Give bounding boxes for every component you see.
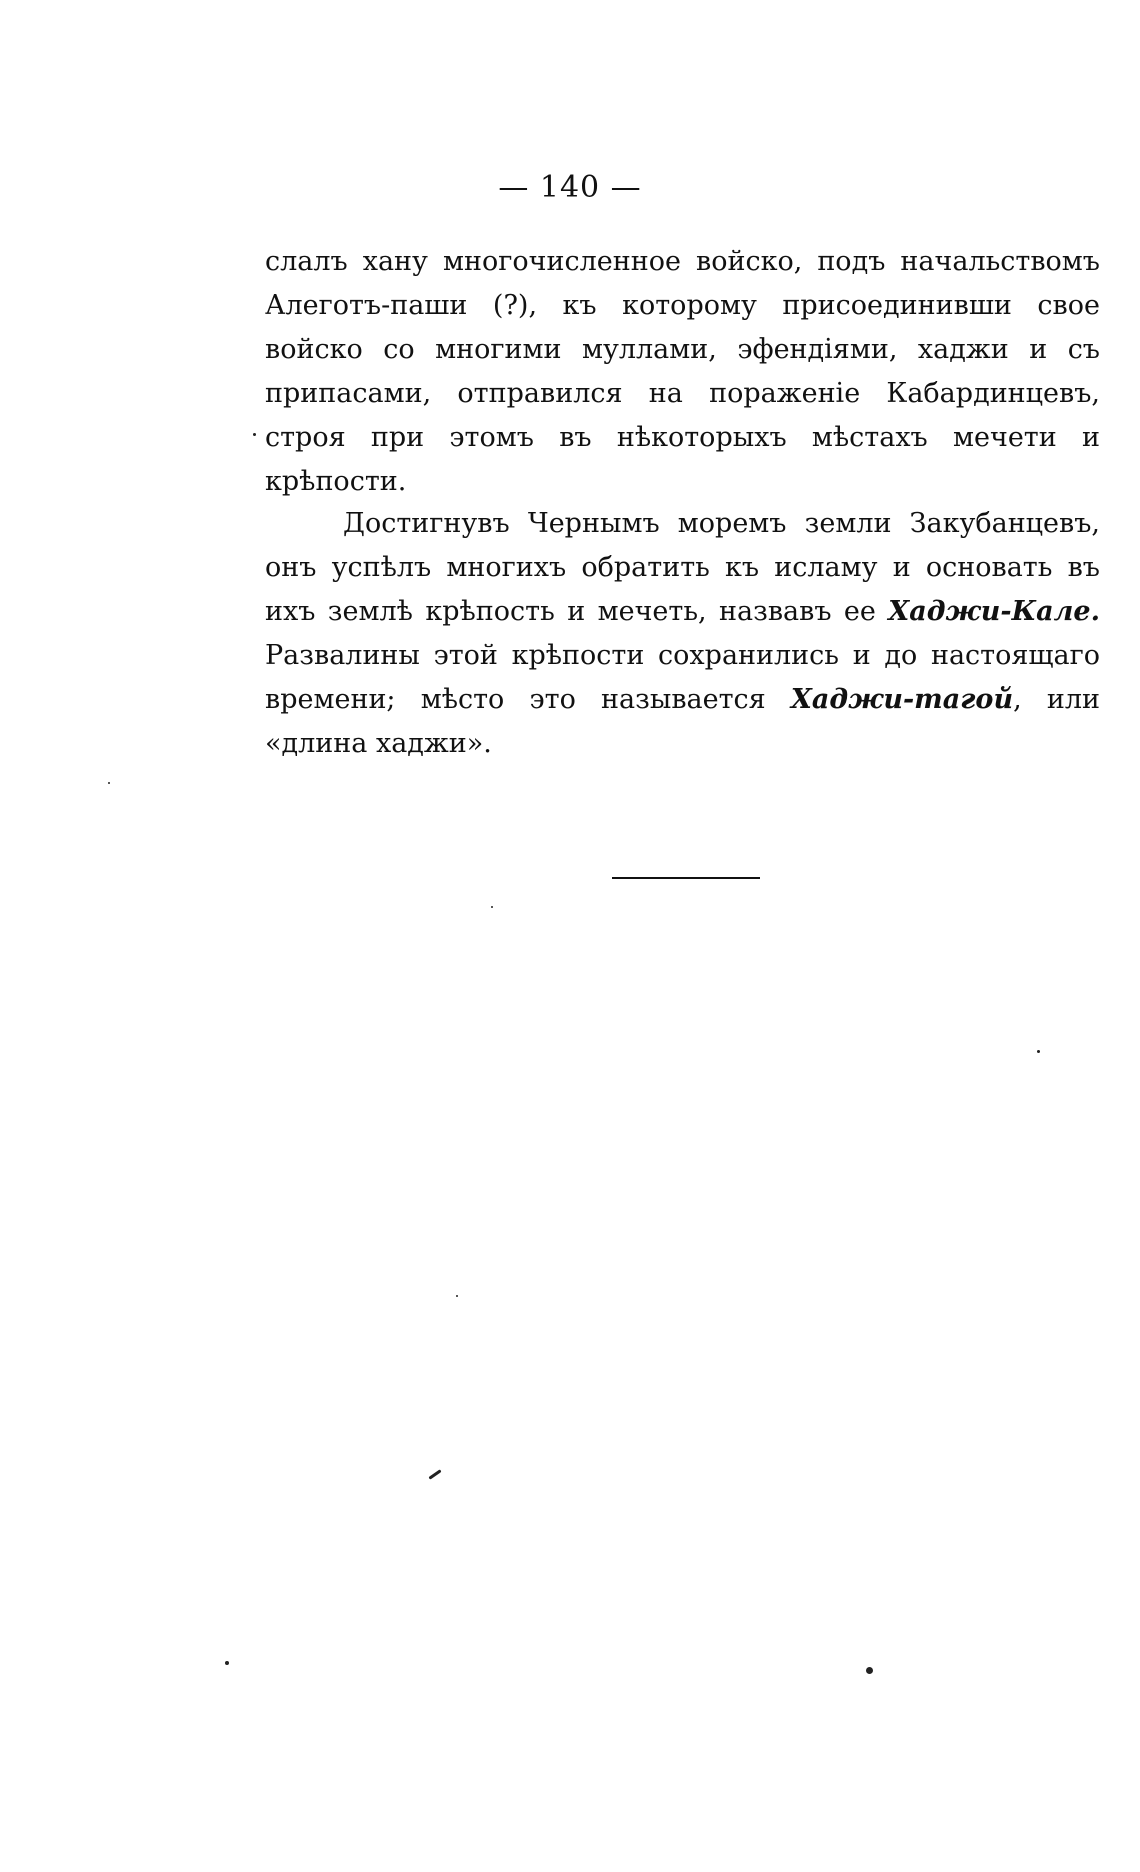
paragraph-2-text-a: Достигнувъ Чернымъ моремъ земли Закубанцевъ, онъ успѣлъ многихъ обратить къ исламу и основать въ ихъ землѣ крѣпость и мечеть, назвавъ ее bbox=[265, 508, 1100, 627]
paragraph-1 bbox=[265, 240, 1100, 504]
page-number: — 140 — bbox=[498, 170, 642, 205]
scan-speck bbox=[1037, 1050, 1040, 1053]
section-end-rule bbox=[612, 877, 760, 879]
scan-speck bbox=[866, 1667, 873, 1674]
scan-speck bbox=[253, 433, 256, 436]
scan-speck bbox=[108, 782, 110, 784]
paragraph-2 bbox=[265, 502, 1100, 766]
place-name-hadji-kale: Хаджи-Кале. bbox=[888, 596, 1100, 627]
scan-speck bbox=[225, 1661, 229, 1665]
paragraph-1-text: слалъ хану многочисленное войско, подъ начальствомъ Алеготъ-паши (?), къ которому присоединивши свое войско со многими муллами, эфендіями, хаджи и съ припасами, отправился на пораженіе Кабардинцевъ, строя при этомъ въ нѣкоторыхъ мѣстахъ мечети и крѣпости. bbox=[265, 246, 1100, 497]
scan-speck bbox=[428, 1469, 441, 1479]
paragraph-2-text-b: Развалины этой крѣпости сохранились и до настоящаго времени; мѣсто это называется bbox=[265, 640, 1100, 715]
scan-speck bbox=[456, 1295, 458, 1297]
place-name-hadji-tagoi: Хаджи-тагой bbox=[790, 684, 1014, 715]
paragraph-2-text-c: , или «длина хаджи». bbox=[265, 684, 1100, 759]
scan-speck bbox=[491, 906, 493, 908]
